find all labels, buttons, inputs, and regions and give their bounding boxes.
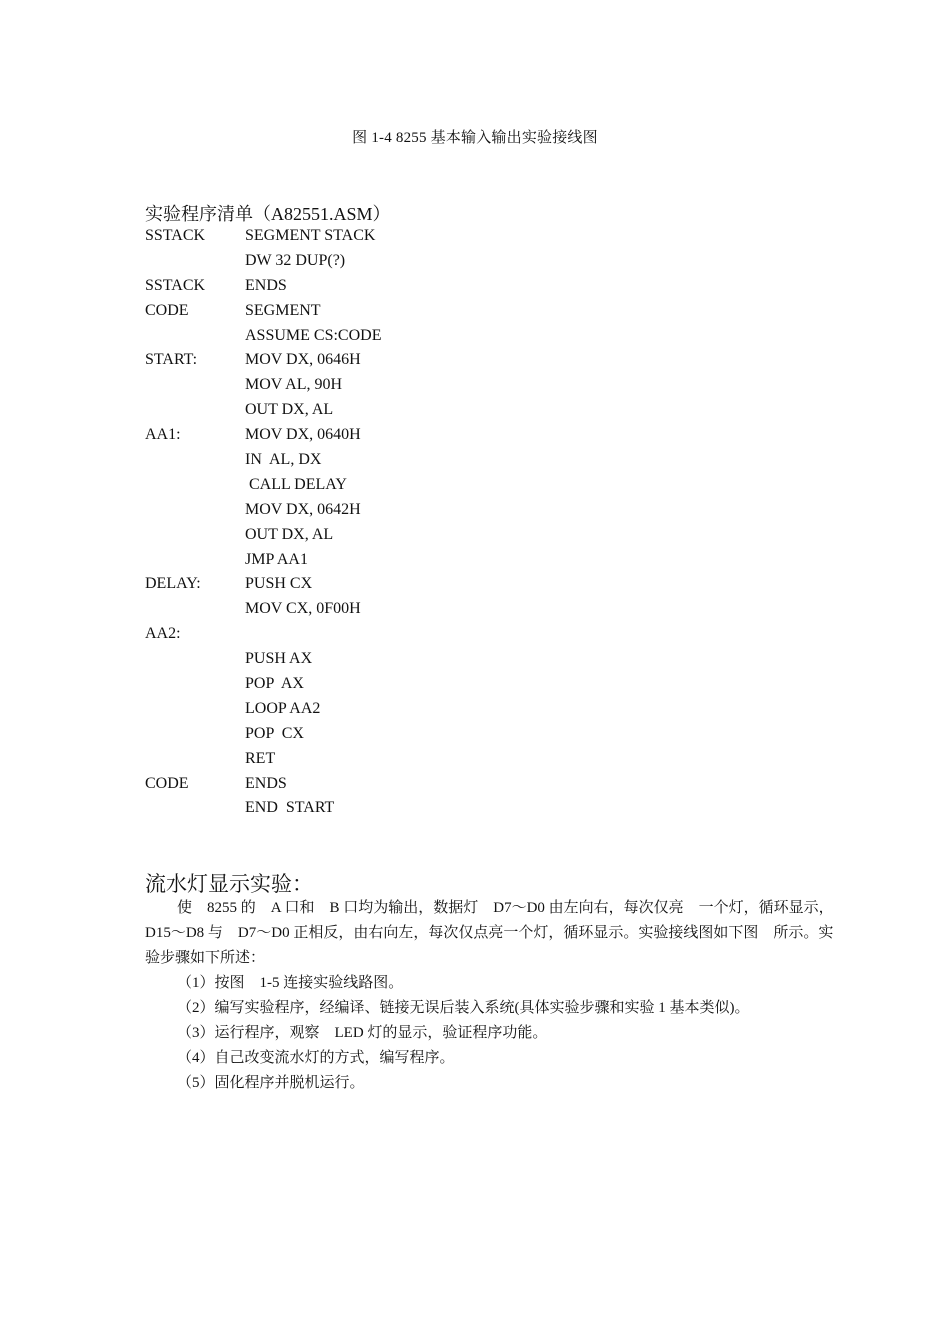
code-row <box>145 722 645 747</box>
code-row <box>145 697 645 722</box>
code-instruction: PUSH CX <box>245 575 313 593</box>
code-row <box>145 299 645 324</box>
code-instruction: ASSUME CS:CODE <box>245 326 382 344</box>
code-row <box>145 772 645 797</box>
code-row <box>145 622 645 647</box>
code-instruction: MOV CX, 0F00H <box>245 600 361 618</box>
intro-paragraph: 使 8255 的 A 口和 B 口均为输出，数据灯 D7～D0 由左向右，每次仅亮 一个灯，循环显示，D15～D8 与 D7～D0 正相反，由右向左，每次仅点亮一个灯，循环显示。实验接线图如下图 所示。实验步骤如下所述： <box>145 900 834 966</box>
code-label: CODE <box>145 301 189 319</box>
code-instruction: MOV DX, 0640H <box>245 426 361 444</box>
code-label: AA1: <box>145 426 181 444</box>
code-label: SSTACK <box>145 227 206 244</box>
code-instruction: ENDS <box>245 276 287 294</box>
code-row <box>145 448 645 473</box>
figure-caption: 图 1-4 8255 基本输入输出实验接线图 <box>352 130 598 146</box>
code-row <box>145 498 645 523</box>
code-row <box>145 672 645 697</box>
step-item: （5）固化程序并脱机运行。 <box>177 1075 365 1091</box>
code-row <box>145 473 645 498</box>
code-row <box>145 572 645 597</box>
code-label: DELAY: <box>145 575 201 593</box>
code-instruction: MOV DX, 0646H <box>245 351 361 369</box>
code-instruction: JMP AA1 <box>245 550 308 568</box>
code-instruction: OUT DX, AL <box>245 401 334 419</box>
code-instruction: PUSH AX <box>245 650 313 668</box>
step-item: （2）编写实验程序，经编译、链接无误后装入系统(具体实验步骤和实验 1 基本类似)。 <box>177 1000 750 1016</box>
code-row <box>145 796 645 821</box>
code-row <box>145 373 645 398</box>
code-instruction: POP CX <box>245 724 304 742</box>
listing-title: 实验程序清单（A82551.ASM） <box>145 204 391 224</box>
code-row <box>145 597 645 622</box>
code-instruction: RET <box>245 749 276 767</box>
code-row <box>145 274 645 299</box>
code-label: CODE <box>145 774 189 792</box>
code-row <box>145 423 645 448</box>
code-row <box>145 647 645 672</box>
code-instruction: ENDS <box>245 774 287 792</box>
code-row <box>145 249 645 274</box>
code-instruction: MOV DX, 0642H <box>245 500 361 518</box>
code-instruction: SEGMENT STACK <box>245 227 376 244</box>
code-instruction: CALL DELAY <box>245 475 347 493</box>
code-row <box>145 348 645 373</box>
section-title: 流水灯显示实验： <box>145 872 313 896</box>
code-instruction: SEGMENT <box>245 301 321 319</box>
code-label: START: <box>145 351 198 369</box>
code-instruction: DW 32 DUP(?) <box>245 251 346 269</box>
code-instruction: POP AX <box>245 675 304 693</box>
code-row <box>145 523 645 548</box>
code-label: SSTACK <box>145 276 206 294</box>
code-row <box>145 224 645 249</box>
code-instruction: LOOP AA2 <box>245 699 321 717</box>
code-row <box>145 398 645 423</box>
code-instruction: OUT DX, AL <box>245 525 334 543</box>
code-row <box>145 548 645 573</box>
code-instruction: IN AL, DX <box>245 451 322 469</box>
code-instruction: END START <box>245 799 335 817</box>
code-instruction: MOV AL, 90H <box>245 376 343 394</box>
code-row <box>145 747 645 772</box>
section-body <box>145 896 835 1096</box>
code-listing <box>145 224 645 821</box>
step-item: （1）按图 1-5 连接实验线路图。 <box>177 975 404 991</box>
step-item: （3）运行程序，观察 LED 灯的显示，验证程序功能。 <box>177 1025 548 1041</box>
code-row <box>145 324 645 349</box>
step-item: （4）自己改变流水灯的方式，编写程序。 <box>177 1050 455 1066</box>
code-label: AA2: <box>145 625 181 643</box>
